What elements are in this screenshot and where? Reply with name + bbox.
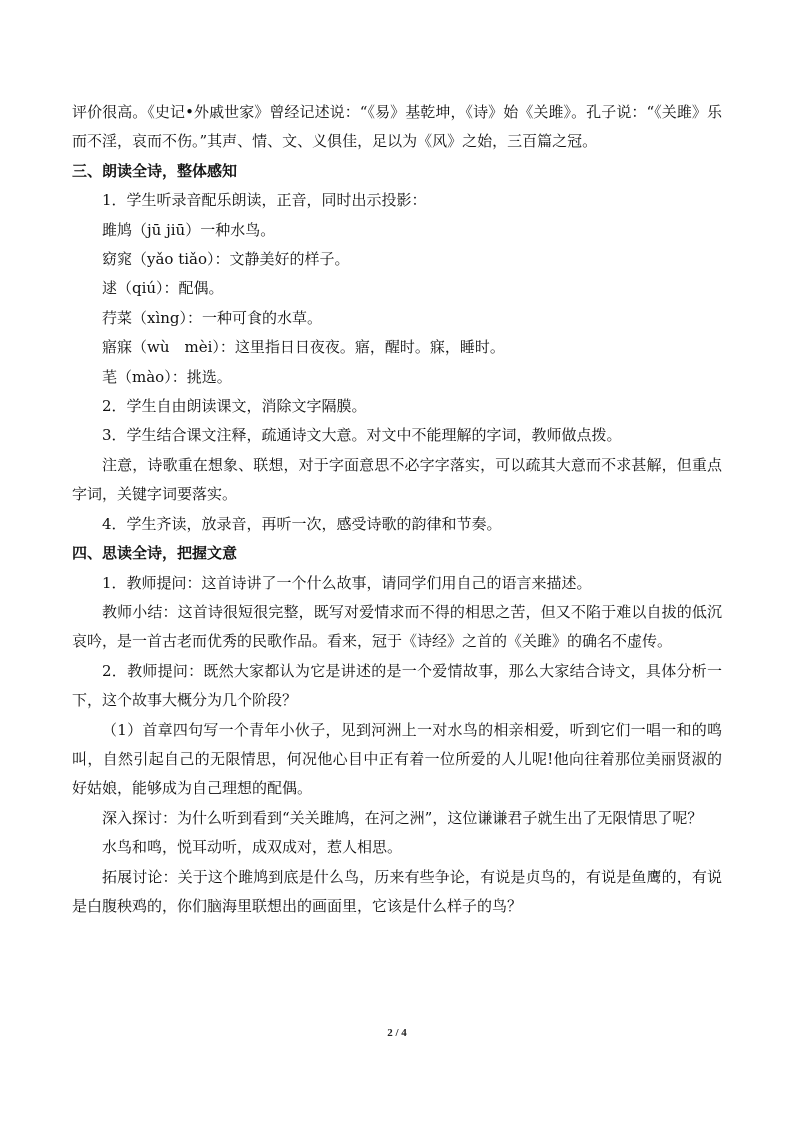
paragraph: 评价很高。《史记•外戚世家》曾经记述说：“《易》基乾坤，《诗》始《关雎》。孔子说：“《关雎》乐而不淫，哀而不伤。”其声、情、文、义俱佳，足以为《风》之始，三百篇之冠。 xyxy=(72,103,722,151)
paragraph: 教师小结：这首诗很短很完整，既写对爱情求而不得的相思之苦，但又不陷于难以自拔的低沉哀吟，是一首古老而优秀的民歌作品。看来，冠于《诗经》之首的《关雎》的确名不虚传。 xyxy=(72,602,722,651)
paragraph: 4．学生齐读，放录音，再听一次，感受诗歌的韵律和节奏。 xyxy=(102,514,502,533)
section-heading: 四、思读全诗，把握文意 xyxy=(72,544,238,563)
document-body xyxy=(72,98,722,921)
paragraph: 3．学生结合课文注释，疏通诗文大意。对文中不能理解的字词，教师做点拨。 xyxy=(102,426,622,445)
paragraph: 芼（mào）：挑选。 xyxy=(102,367,232,386)
paragraph: 注意，诗歌重在想象、联想，对于字面意思不必字字落实，可以疏其大意而不求甚解，但重点字词，关键字词要落实。 xyxy=(72,455,722,504)
paragraph: 逑（qiú）：配偶。 xyxy=(102,279,224,298)
paragraph: 1．教师提问：这首诗讲了一个什么故事，请同学们用自己的语言来描述。 xyxy=(102,573,592,592)
paragraph: 水鸟和鸣，悦耳动听，成双成对，惹人相思。 xyxy=(102,838,403,857)
paragraph: 雎鸠（jū jiū）一种水鸟。 xyxy=(102,220,276,239)
paragraph: 窈窕（yǎo tiǎo）：文静美好的样子。 xyxy=(102,250,350,269)
section-heading: 三、朗读全诗，整体感知 xyxy=(72,161,238,180)
paragraph: 荇菜（xìng）：一种可食的水草。 xyxy=(102,308,323,327)
page-number: 2 / 4 xyxy=(387,1027,407,1039)
paragraph: 2．学生自由朗读课文，消除文字隔膜。 xyxy=(102,397,367,416)
paragraph: 2．教师提问：既然大家都认为它是讲述的是一个爱情故事，那么大家结合诗文，具体分析一下，这个故事大概分为几个阶段？ xyxy=(72,661,722,710)
paragraph: 寤寐（wù mèi）：这里指日日夜夜。寤，醒时。寐，睡时。 xyxy=(102,338,505,357)
paragraph: （1）首章四句写一个青年小伙子，见到河洲上一对水鸟的相亲相爱，听到它们一唱一和的鸣叫，自然引起自己的无限情思，何况他心目中正有着一位所爱的人儿呢!他向往着那位美丽贤淑的好姑娘，能够成为自己理想的配偶。 xyxy=(72,720,722,798)
paragraph: 深入探讨：为什么听到看到“关关雎鸠，在河之洲”，这位谦谦君子就生出了无限情思了呢？ xyxy=(102,808,703,827)
paragraph: 1．学生听录音配乐朗读，正音，同时出示投影： xyxy=(102,191,427,210)
paragraph: 拓展讨论：关于这个雎鸠到底是什么鸟，历来有些争论，有说是贞鸟的，有说是鱼鹰的，有说是白腹秧鸡的，你们脑海里联想出的画面里，它该是什么样子的鸟？ xyxy=(72,867,722,915)
